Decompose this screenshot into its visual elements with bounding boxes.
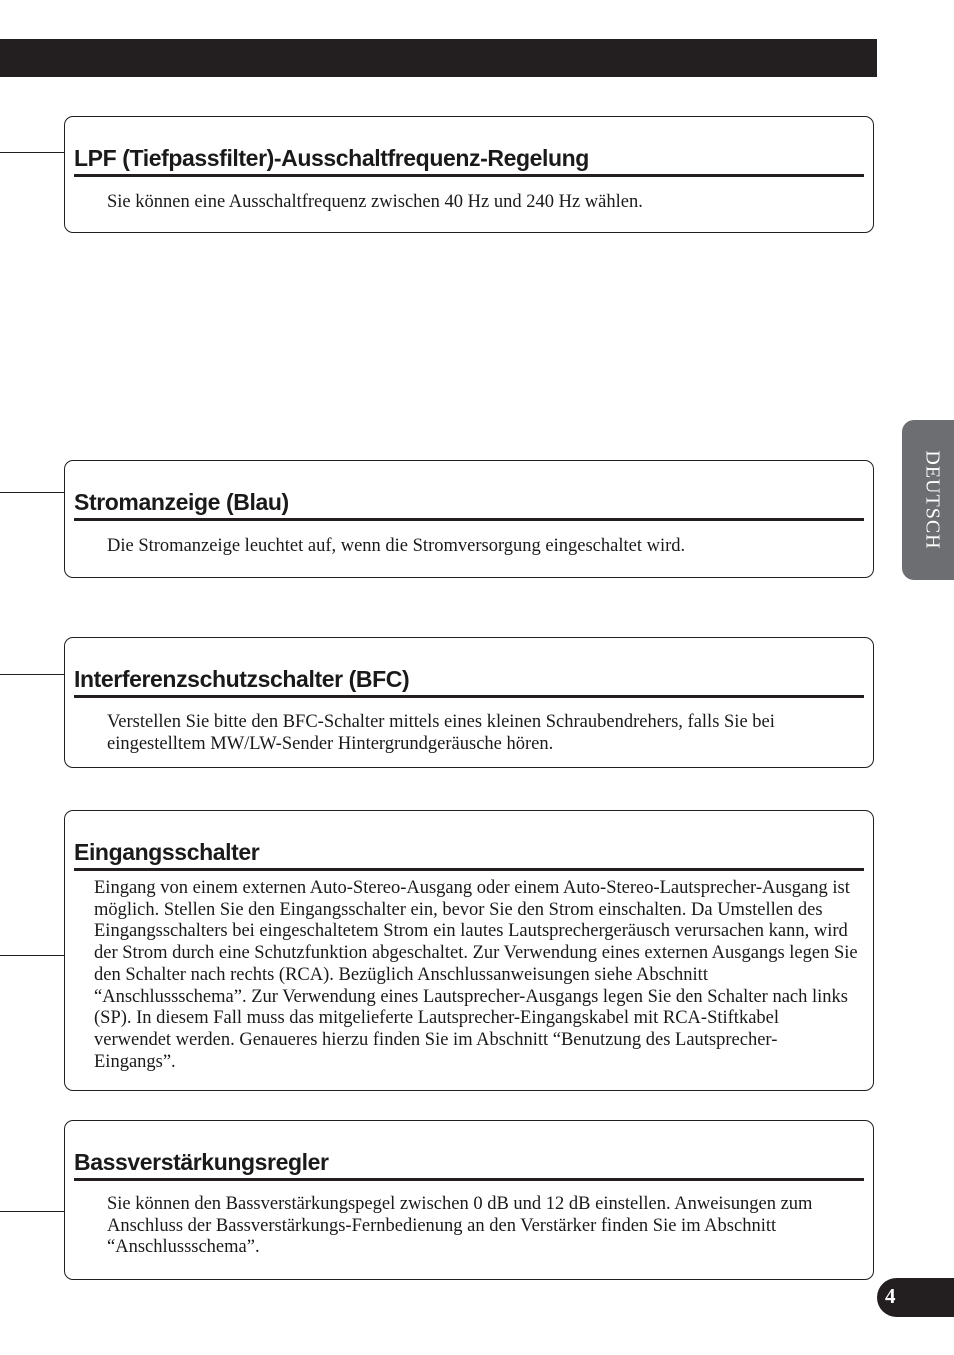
section-title-bass-boost: Bassverstärkungsregler bbox=[74, 1149, 864, 1181]
page-number-tab bbox=[877, 1278, 954, 1317]
leader-line-power bbox=[0, 492, 64, 493]
section-title-input-switch: Eingangsschalter bbox=[74, 839, 864, 871]
section-body-bass-boost: Sie können den Bassverstärkungspegel zwischen 0 dB und 12 dB einstellen. Anweisungen zum Anschluss der Bassverstärkungs-Fernbedienung an den Verstärker finden Sie im Abschnitt “Anschlussschema”. bbox=[107, 1194, 813, 1258]
section-power-indicator bbox=[64, 460, 874, 578]
section-lpf bbox=[64, 116, 874, 233]
section-body-power-indicator: Die Stromanzeige leuchtet auf, wenn die Stromversorgung eingeschaltet wird. bbox=[107, 536, 686, 556]
section-body-input-switch: Eingang von einem externen Auto-Stereo-Ausgang oder einem Auto-Stereo-Lautsprecher-Ausgang ist möglich. Stellen Sie den Eingangsschalter ein, bevor Sie den Strom einschalten. Da Umstellen des Eingangsschalters bei eingeschaltetem Strom ein lautes Lautsprechergeräusch verursachen kann, wird der Strom durch eine Schutzfunktion abgeschaltet. Zur Verwendung eines externen Ausgangs legen Sie den Schalter nach rechts (RCA). Bezüglich Anschlussanweisungen siehe Abschnitt “Anschlussschema”. Zur Verwendung eines Lautsprecher-Ausgangs legen Sie den Schalter nach links (SP). In diesem Fall muss das mitgelieferte Lautsprecher-Eingangskabel mit RCA-Stiftkabel verwendet werden. Genaueres hierzu finden Sie im Abschnitt “Benutzung des Lautsprecher-Eingangs”. bbox=[94, 878, 858, 1072]
language-tab bbox=[902, 420, 954, 580]
leader-line-input bbox=[0, 955, 64, 956]
section-input-switch bbox=[64, 810, 874, 1091]
leader-line-bass bbox=[0, 1211, 64, 1212]
leader-line-lpf bbox=[0, 152, 64, 153]
section-bfc bbox=[64, 637, 874, 768]
section-body-bfc: Verstellen Sie bitte den BFC-Schalter mittels eines kleinen Schraubendrehers, falls Sie bei eingestelltem MW/LW-Sender Hintergrundgeräusche hören. bbox=[107, 712, 775, 754]
section-title-bfc: Interferenzschutzschalter (BFC) bbox=[74, 666, 864, 698]
section-body-lpf: Sie können eine Ausschaltfrequenz zwischen 40 Hz und 240 Hz wählen. bbox=[107, 192, 643, 212]
page-number: 4 bbox=[885, 1284, 896, 1308]
header-bar bbox=[0, 39, 877, 77]
section-bass-boost bbox=[64, 1120, 874, 1280]
section-title-lpf: LPF (Tiefpassfilter)-Ausschaltfrequenz-Regelung bbox=[74, 145, 864, 177]
leader-line-bfc bbox=[0, 674, 64, 675]
section-title-power-indicator: Stromanzeige (Blau) bbox=[74, 489, 864, 521]
language-tab-label: DEUTSCH bbox=[921, 450, 944, 550]
